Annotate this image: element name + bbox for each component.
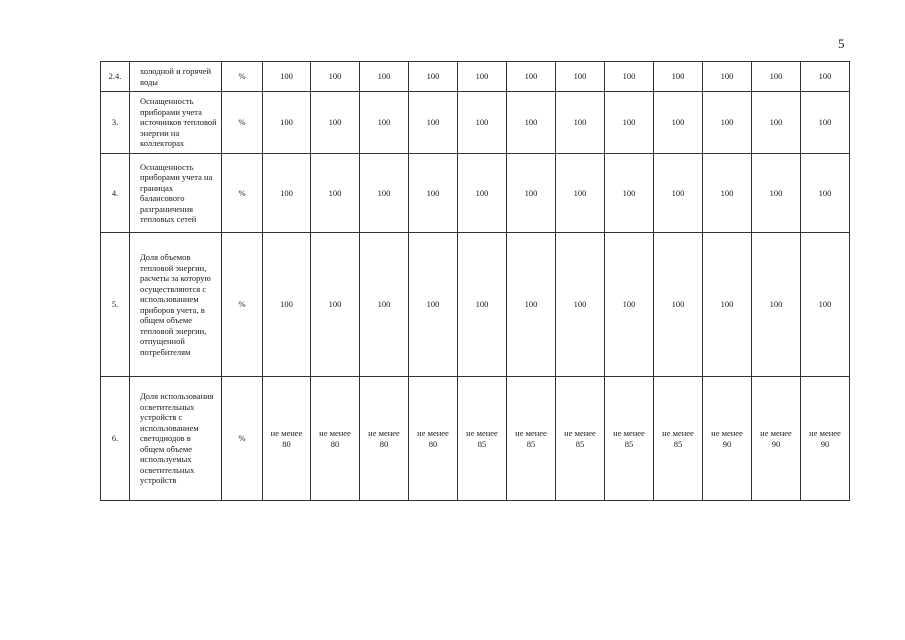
value-cell: 100	[409, 92, 458, 154]
value-cell: 100	[703, 233, 752, 377]
row-number: 6.	[101, 377, 130, 501]
value-cell: 100	[605, 62, 654, 92]
value-cell: 100	[556, 92, 605, 154]
indicator-name: Оснащенность приборами учета источников тепловой энергии на коллекторах	[130, 92, 222, 154]
value-cell: не менее 80	[409, 377, 458, 501]
row-number: 2.4.	[101, 62, 130, 92]
indicator-name: Доля объемов тепловой энергии, расчеты за которую осуществляются с использованием приборов учета, в общем объеме тепловой энергии, отпущенной потребителям	[130, 233, 222, 377]
value-cell: 100	[360, 92, 409, 154]
value-cell: 100	[263, 154, 311, 233]
value-cell: 100	[752, 233, 801, 377]
indicator-name: холодной и горячей воды	[130, 62, 222, 92]
value-cell: 100	[654, 92, 703, 154]
value-cell: 100	[507, 154, 556, 233]
value-cell: не менее 85	[605, 377, 654, 501]
value-cell: не менее 90	[801, 377, 850, 501]
value-cell: 100	[409, 62, 458, 92]
indicators-table	[100, 61, 850, 501]
value-cell: 100	[556, 62, 605, 92]
value-cell: 100	[605, 154, 654, 233]
value-cell: 100	[458, 233, 507, 377]
row-number: 4.	[101, 154, 130, 233]
value-cell: не менее 80	[311, 377, 360, 501]
value-cell: 100	[263, 92, 311, 154]
indicator-name: Оснащенность приборами учета на границах балансового разграничения тепловых сетей	[130, 154, 222, 233]
table-row	[101, 92, 850, 154]
value-cell: 100	[703, 62, 752, 92]
value-cell: 100	[360, 154, 409, 233]
unit-cell: %	[222, 233, 263, 377]
value-cell: 100	[263, 233, 311, 377]
row-number: 3.	[101, 92, 130, 154]
table-row	[101, 62, 850, 92]
value-cell: 100	[703, 154, 752, 233]
value-cell: 100	[801, 154, 850, 233]
value-cell: 100	[458, 62, 507, 92]
value-cell: 100	[507, 233, 556, 377]
unit-cell: %	[222, 62, 263, 92]
value-cell: 100	[507, 62, 556, 92]
value-cell: 100	[801, 92, 850, 154]
value-cell: 100	[752, 92, 801, 154]
value-cell: 100	[752, 62, 801, 92]
value-cell: 100	[801, 62, 850, 92]
value-cell: 100	[311, 233, 360, 377]
page-number: 5	[838, 36, 845, 51]
value-cell: 100	[311, 92, 360, 154]
table-row	[101, 154, 850, 233]
value-cell: 100	[360, 62, 409, 92]
value-cell: 100	[409, 233, 458, 377]
value-cell: 100	[556, 233, 605, 377]
value-cell: 100	[458, 154, 507, 233]
value-cell: 100	[654, 233, 703, 377]
value-cell: 100	[263, 62, 311, 92]
value-cell: не менее 85	[556, 377, 605, 501]
unit-cell: %	[222, 154, 263, 233]
value-cell: 100	[654, 154, 703, 233]
row-number: 5.	[101, 233, 130, 377]
value-cell: 100	[605, 92, 654, 154]
value-cell: 100	[311, 62, 360, 92]
value-cell: 100	[801, 233, 850, 377]
value-cell: 100	[311, 154, 360, 233]
value-cell: не менее 85	[654, 377, 703, 501]
value-cell: 100	[752, 154, 801, 233]
value-cell: 100	[409, 154, 458, 233]
value-cell: 100	[556, 154, 605, 233]
table-row	[101, 377, 850, 501]
value-cell: 100	[654, 62, 703, 92]
indicator-name: Доля использования осветительных устройств с использованием светодиодов в общем объеме используемых осветительных устройств	[130, 377, 222, 501]
value-cell: не менее 80	[263, 377, 311, 501]
unit-cell: %	[222, 377, 263, 501]
value-cell: 100	[703, 92, 752, 154]
table-row	[101, 233, 850, 377]
value-cell: 100	[360, 233, 409, 377]
value-cell: не менее 85	[507, 377, 556, 501]
value-cell: не менее 85	[458, 377, 507, 501]
value-cell: не менее 80	[360, 377, 409, 501]
value-cell: не менее 90	[703, 377, 752, 501]
value-cell: 100	[458, 92, 507, 154]
value-cell: не менее 90	[752, 377, 801, 501]
unit-cell: %	[222, 92, 263, 154]
value-cell: 100	[605, 233, 654, 377]
value-cell: 100	[507, 92, 556, 154]
